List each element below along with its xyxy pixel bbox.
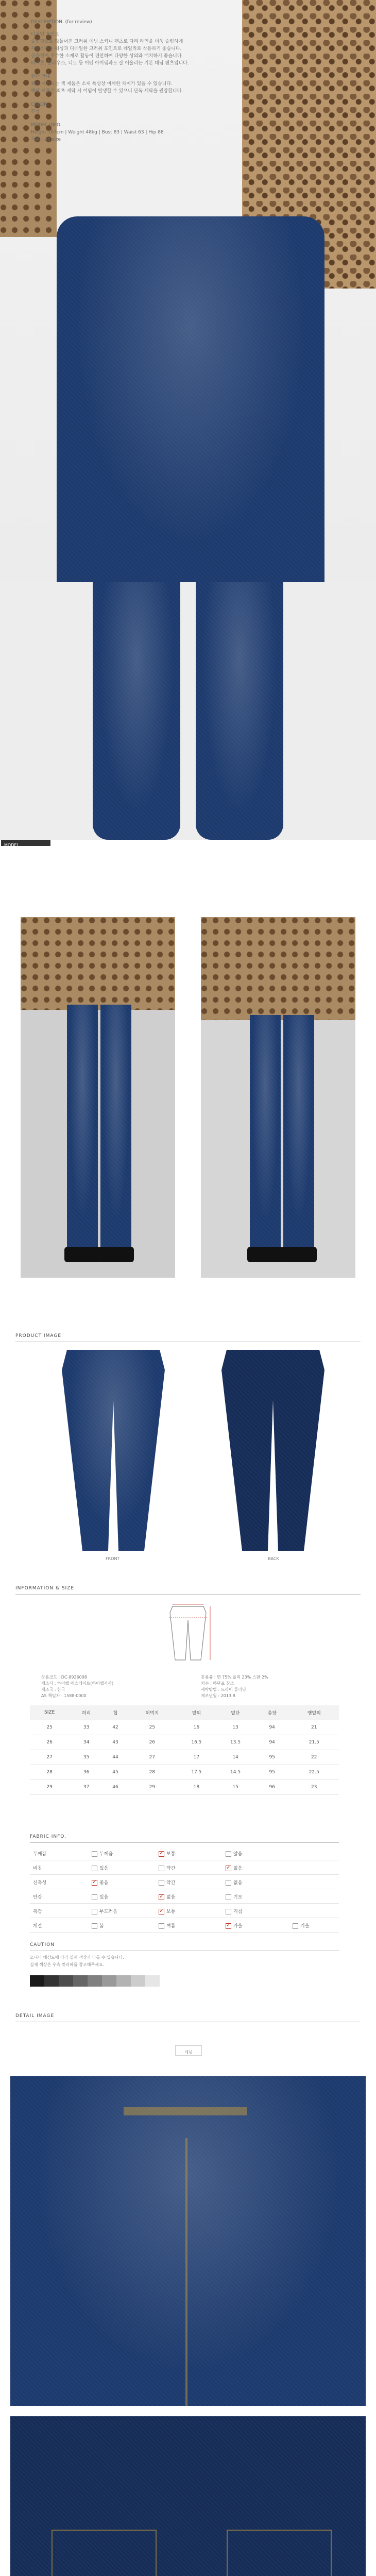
- size-cell: 18: [177, 1780, 216, 1795]
- fabric-row: [30, 1861, 339, 1875]
- jeans-hip: [57, 216, 324, 582]
- checkbox-icon: [226, 1909, 231, 1914]
- checkbox-icon: [226, 1866, 231, 1871]
- fabric-option: 두께움: [92, 1850, 113, 1857]
- back-caption: BACK: [268, 1556, 279, 1561]
- size-cell: 22.5: [289, 1765, 339, 1780]
- spec-item: 치수 : 하단표 참조: [201, 1681, 234, 1686]
- checkbox-icon: [226, 1851, 231, 1857]
- caution-section: [0, 1942, 376, 2004]
- color-swatch: [145, 1975, 160, 1987]
- fabric-option: ✓ 없음: [226, 1865, 242, 1871]
- table-row: [30, 1780, 339, 1795]
- color-label: COLOR: [31, 102, 47, 107]
- fabric-option: ✓ 좋음: [92, 1879, 108, 1886]
- detail-badge: [175, 2045, 202, 2056]
- size-cell: 15: [216, 1780, 255, 1795]
- fabric-option: 거침: [226, 1908, 242, 1914]
- description-block: [31, 19, 268, 143]
- fabric-row: [30, 1875, 339, 1889]
- color-value: 진청: [31, 109, 40, 114]
- information-section: [0, 1582, 376, 1829]
- spec-item: 제조국 : 한국: [41, 1687, 65, 1692]
- intro-section: [0, 0, 376, 582]
- fabric-row-label: 촉감: [33, 1909, 42, 1914]
- fabric-option: 봄: [92, 1922, 104, 1929]
- specs-left: [41, 1674, 191, 1699]
- fabric-option: 여름: [159, 1922, 175, 1929]
- size-cell: 27: [127, 1750, 177, 1765]
- fabric-row: [30, 1846, 339, 1860]
- description-label: 디자인 포인트: [31, 32, 60, 37]
- specs-right: [201, 1674, 350, 1699]
- size-table-header: [30, 1705, 339, 1720]
- fabric-row-label: 신축성: [33, 1880, 47, 1886]
- description-heading: DESCRIPTION. (for review): [31, 20, 92, 25]
- fabric-option: ✓ 가을: [226, 1922, 242, 1929]
- table-row: [30, 1750, 339, 1765]
- size-cell: 21.5: [289, 1735, 339, 1750]
- checkbox-icon: [226, 1894, 231, 1900]
- fabric-row: [30, 1919, 339, 1933]
- caution-line: 실제 색상은 우측 컷러바를 참고해주세요.: [30, 1962, 105, 1967]
- size-cell: 96: [255, 1780, 289, 1795]
- detail-section: [0, 2009, 376, 2576]
- description-line: 티셔츠, 블라우스, 니트 등 어떤 아이템과도 잘 어울리는 기본 데님 팬츠입니다.: [31, 61, 189, 66]
- detail-photo-back: [10, 2416, 366, 2576]
- color-swatch: [44, 1975, 59, 1987]
- checkbox-icon: [92, 1909, 97, 1914]
- size-header-cell: 총장: [255, 1705, 289, 1720]
- size-cell: 95: [255, 1765, 289, 1780]
- size-cell: 45: [104, 1765, 127, 1780]
- checkbox-icon: [159, 1866, 164, 1871]
- size-header-cell: 허벅지: [127, 1705, 177, 1720]
- model-photo-legs: [0, 582, 376, 840]
- fabric-section: [0, 1834, 376, 1937]
- fabric-option: 약간: [159, 1865, 175, 1871]
- size-cell: 34: [69, 1735, 104, 1750]
- size-cell: 26: [30, 1735, 69, 1750]
- detail-photo-front: [10, 2076, 366, 2406]
- checkbox-icon: [159, 1909, 164, 1914]
- model-label-bar: [1, 839, 50, 846]
- color-swatch-bar: [30, 1975, 160, 1987]
- checkbox-icon: [92, 1880, 97, 1886]
- detail-badge-text: 데님: [184, 2050, 193, 2055]
- color-swatch: [30, 1975, 44, 1987]
- model-label: MODEL INFO.: [31, 123, 62, 128]
- description-line: 자연스러운 워싱과 디테일한 크러쉬 포인트로 데일리로 착용하기 좋습니다.: [31, 46, 182, 52]
- fabric-option: 없음: [226, 1879, 242, 1886]
- spec-item: 세탁방법 : 드라이 클리닝: [201, 1687, 246, 1692]
- checkbox-icon: [159, 1880, 164, 1886]
- checkbox-icon: [293, 1923, 298, 1929]
- color-swatch: [59, 1975, 73, 1987]
- fabric-option: ✓ 보통: [159, 1850, 175, 1857]
- caution-line: 모니터 해상도에 따라 실제 색상과 다를 수 있습니다.: [30, 1955, 124, 1960]
- size-cell: 29: [30, 1780, 69, 1795]
- size-cell: 17.5: [177, 1765, 216, 1780]
- fabric-row: [30, 1890, 339, 1904]
- fabric-option: 약간: [159, 1879, 175, 1886]
- flat-jeans-back: [221, 1350, 324, 1551]
- color-swatch: [88, 1975, 102, 1987]
- checkbox-icon: [92, 1866, 97, 1871]
- size-cell: 14: [216, 1750, 255, 1765]
- full-length-photos: [0, 907, 376, 1278]
- information-title: INFORMATION & SIZE: [15, 1586, 75, 1591]
- spec-item: 혼용률 : 면 75% 폴리 23% 스판 2%: [201, 1675, 268, 1680]
- size-cell: 94: [255, 1735, 289, 1750]
- size-cell: 14.5: [216, 1765, 255, 1780]
- spec-item: 제조년월 : 2013.8: [201, 1693, 235, 1698]
- size-cell: 37: [69, 1780, 104, 1795]
- caution-title: CAUTION: [30, 1942, 55, 1947]
- size-cell: 95: [255, 1750, 289, 1765]
- fabric-option: 얇음: [226, 1850, 242, 1857]
- size-cell: 16.5: [177, 1735, 216, 1750]
- front-caption: FRONT: [106, 1556, 120, 1561]
- product-image-title: PRODUCT IMAGE: [15, 1333, 62, 1338]
- fabric-row-label: 계절: [33, 1924, 42, 1929]
- spec-item: AS 책임자 : 1588-0000: [41, 1693, 87, 1698]
- checkbox-icon: [159, 1851, 164, 1857]
- checkbox-icon: [159, 1923, 164, 1929]
- color-swatch: [131, 1975, 145, 1987]
- fabric-row-label: 비침: [33, 1866, 42, 1871]
- fabric-option: 겨울: [293, 1922, 309, 1929]
- fabric-option: 있음: [92, 1865, 108, 1871]
- model-value: Height 167cm | Weight 48kg | Bust 83 | Waist 63 | Hip 88: [31, 130, 164, 135]
- size-cell: 25: [127, 1720, 177, 1735]
- size-header-cell: 허리: [69, 1705, 104, 1720]
- table-row: [30, 1735, 339, 1750]
- size-cell: 46: [104, 1780, 127, 1795]
- detail-title: DETAIL IMAGE: [15, 2013, 55, 2019]
- color-swatch: [73, 1975, 88, 1987]
- color-swatch: [102, 1975, 116, 1987]
- fabric-option: ✓ 보통: [159, 1908, 175, 1914]
- size-cell: 94: [255, 1720, 289, 1735]
- note-line: 최근 제작되는 색 재품은 소재 특성상 미세한 차이가 있을 수 있습니다.: [31, 81, 173, 87]
- table-row: [30, 1720, 339, 1735]
- size-cell: 33: [69, 1720, 104, 1735]
- size-header-cell: 힙: [104, 1705, 127, 1720]
- size-cell: 25: [30, 1720, 69, 1735]
- size-cell: 13: [216, 1720, 255, 1735]
- spec-item: 상품코드 : DC-8926098: [41, 1675, 87, 1680]
- size-cell: 28: [30, 1765, 69, 1780]
- size-cell: 35: [69, 1750, 104, 1765]
- size-header-cell: 밑단: [216, 1705, 255, 1720]
- size-cell: 21: [289, 1720, 339, 1735]
- size-table: [30, 1705, 339, 1795]
- note-label: 원단 안내: [31, 74, 50, 79]
- fabric-row-label: 안감: [33, 1895, 42, 1900]
- size-header-cell: SIZE: [30, 1705, 69, 1720]
- size-cell: 22: [289, 1750, 339, 1765]
- size-cell: 13.5: [216, 1735, 255, 1750]
- fabric-option: ✓ 없음: [159, 1893, 175, 1900]
- checkbox-icon: [226, 1880, 231, 1886]
- size-cell: 44: [104, 1750, 127, 1765]
- size-cell: 17: [177, 1750, 216, 1765]
- fabric-option: 부드러움: [92, 1908, 117, 1914]
- size-cell: 23: [289, 1780, 339, 1795]
- size-cell: 27: [30, 1750, 69, 1765]
- fabric-option: 기모: [226, 1893, 242, 1900]
- checkbox-icon: [226, 1923, 231, 1929]
- size-cell: 26: [127, 1735, 177, 1750]
- size-cell: 28: [127, 1765, 177, 1780]
- size-cell: 43: [104, 1735, 127, 1750]
- size-diagram: [155, 1602, 221, 1664]
- fabric-row-label: 두께감: [33, 1852, 47, 1857]
- model-photo-front: [21, 917, 175, 1278]
- size-cell: 36: [69, 1765, 104, 1780]
- size-header-cell: 밑위: [177, 1705, 216, 1720]
- size-header-cell: 앰밑위: [289, 1705, 339, 1720]
- size-cell: 29: [127, 1780, 177, 1795]
- color-swatch: [116, 1975, 131, 1987]
- model-photo-back: [201, 917, 355, 1278]
- flat-jeans-front: [62, 1350, 165, 1551]
- checkbox-icon: [92, 1923, 97, 1929]
- checkbox-icon: [159, 1894, 164, 1900]
- description-line: 슬림핏으로 많들어진 크러쉬 데님 스키니 팬츠로 다리 라인을 더욱 슬림하게: [31, 39, 183, 44]
- description-line: 신축성이 우수한 소재로 활동이 편안하며 다양한 상의와 매치하기 좋습니다.: [31, 54, 183, 59]
- fabric-row: [30, 1904, 339, 1918]
- fabric-option: 있음: [92, 1893, 108, 1900]
- product-image-section: [0, 1329, 376, 1571]
- model-bar-text: MODEL: [4, 843, 19, 848]
- checkbox-icon: [92, 1894, 97, 1900]
- checkbox-icon: [92, 1851, 97, 1857]
- wear-value: 착용 : 26 size: [31, 137, 61, 142]
- size-cell: 16: [177, 1720, 216, 1735]
- note-line: 해당 제품은 최초 세탁 시 이염이 발생할 수 있으니 단독 세탁을 권장합니다.: [31, 89, 183, 94]
- fabric-title: FABRIC INFO.: [30, 1834, 66, 1839]
- size-cell: 42: [104, 1720, 127, 1735]
- spec-item: 제조사 : 하이랩 에스테이트(하이랩자사): [41, 1681, 114, 1686]
- table-row: [30, 1765, 339, 1780]
